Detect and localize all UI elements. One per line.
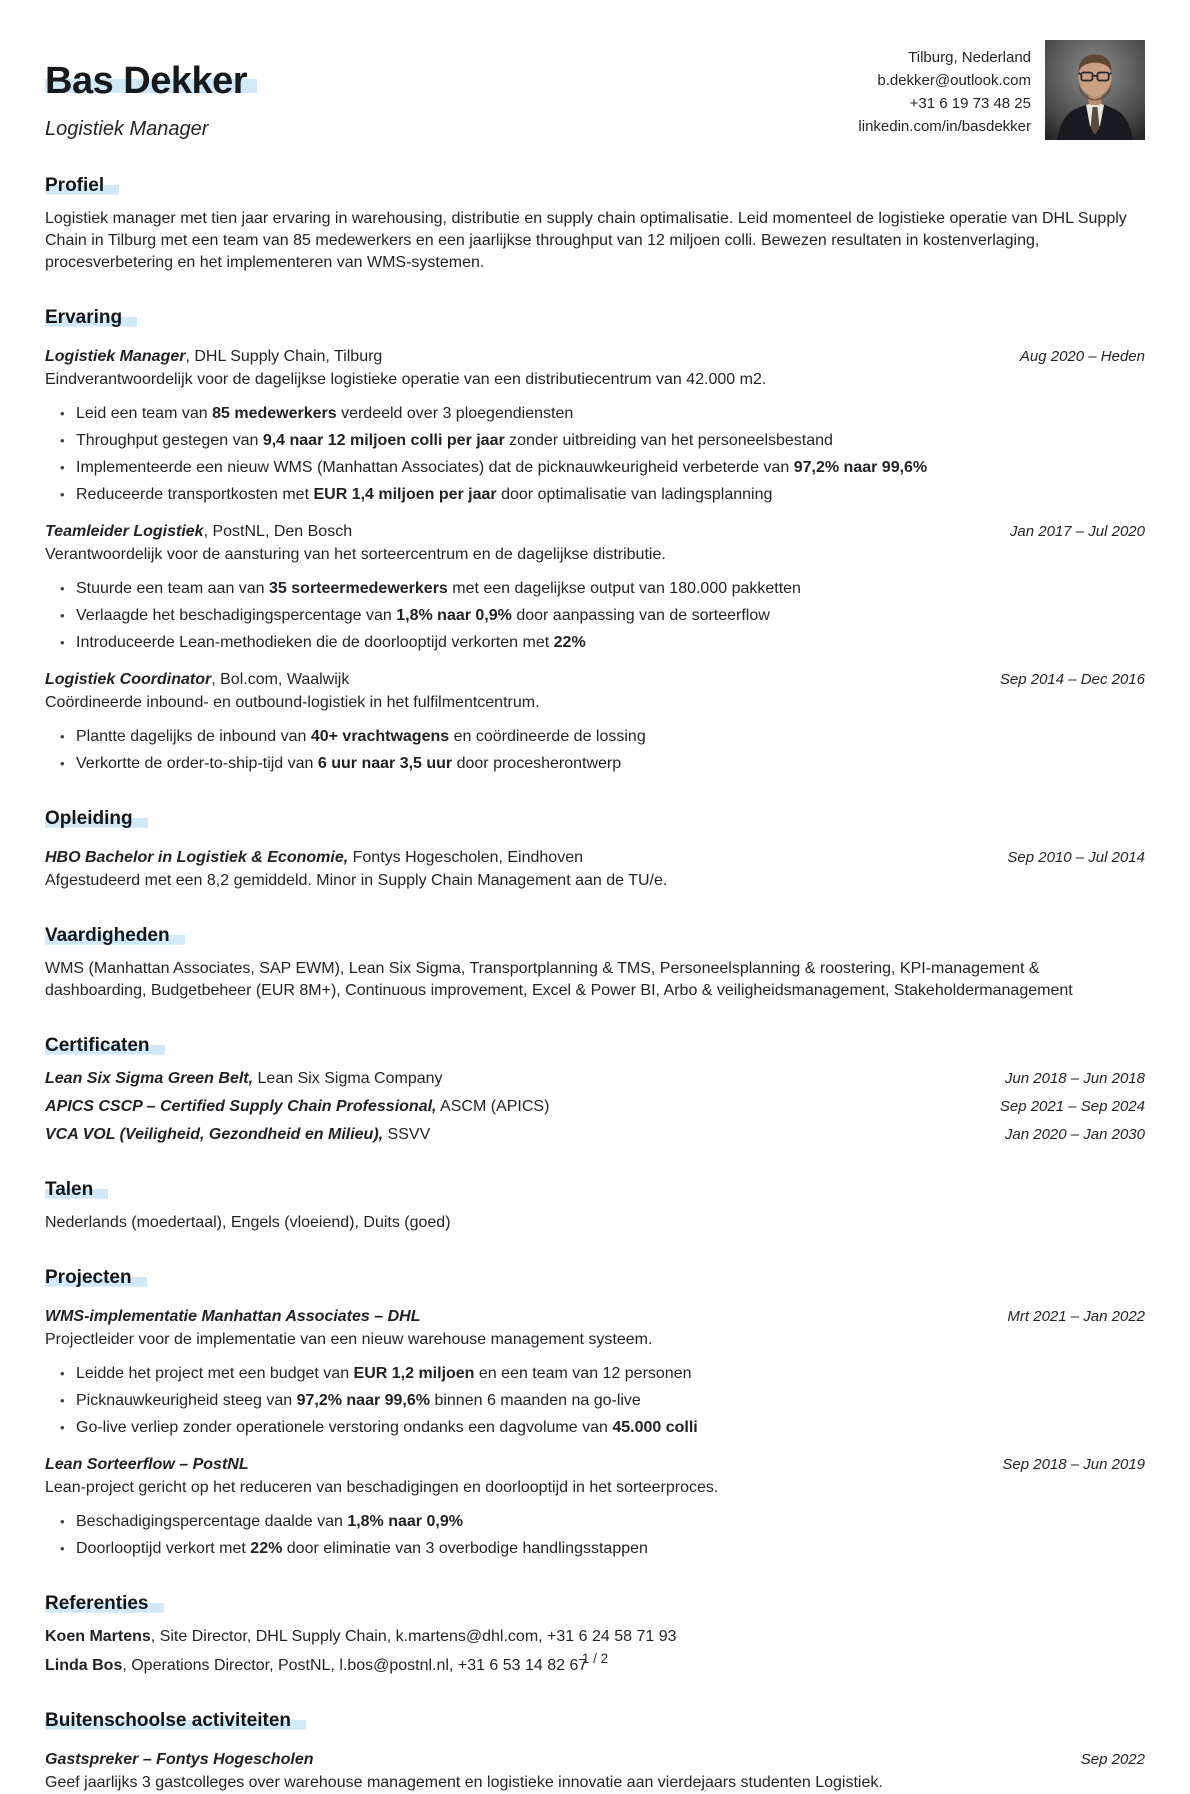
section-heading-opleiding: Opleiding: [45, 806, 1145, 832]
job-date: Jan 2017 – Jul 2020: [1009, 523, 1145, 540]
certificate-entry: [45, 1124, 1145, 1146]
bullet-item: • Implementeerde een nieuw WMS (Manhattan Associates) dat de picknauwkeurigheid verbeterde van 97,2% naar 99,6%: [59, 457, 1145, 479]
contact-email: b.dekker@outlook.com: [877, 72, 1031, 89]
project-title-line: [45, 1306, 420, 1328]
certificate-title-line: [45, 1096, 549, 1118]
activity-entry: [45, 1749, 1145, 1794]
contact-phone: +31 6 19 73 48 25: [909, 95, 1031, 112]
certificate-entry: [45, 1068, 1145, 1090]
reference-entry: [45, 1626, 1145, 1648]
certificate-date: Jun 2018 – Jun 2018: [1004, 1070, 1145, 1087]
job-company: , Bol.com, Waalwijk: [211, 671, 350, 688]
section-heading-talen: Talen: [45, 1177, 1145, 1203]
section-heading-buitenschools: Buitenschoolse activiteiten: [45, 1708, 1145, 1734]
job-title-line: [45, 346, 382, 368]
education-title: HBO Bachelor in Logistiek & Economie,: [45, 849, 349, 866]
bullet-item: • Beschadigingspercentage daalde van 1,8% naar 0,9%: [59, 1511, 1145, 1533]
activity-title: Gastspreker – Fontys Hogescholen: [45, 1751, 314, 1768]
education-description: Afgestudeerd met een 8,2 gemiddeld. Minor in Supply Chain Management aan de TU/e.: [45, 872, 668, 889]
certificate-date: Jan 2020 – Jan 2030: [1004, 1126, 1145, 1143]
job-title-line: [45, 521, 352, 543]
job-company: , DHL Supply Chain, Tilburg: [185, 348, 383, 365]
certificate-issuer: SSVV: [383, 1126, 431, 1143]
job-title: Logistiek Manager: [45, 348, 186, 365]
section-heading-profiel: Profiel: [45, 173, 1145, 199]
section-heading-ervaring: Ervaring: [45, 305, 1145, 331]
project-entry: [45, 1454, 1145, 1560]
project-description: Projectleider voor de implementatie van een nieuw warehouse management systeem.: [45, 1331, 653, 1348]
education-date: Sep 2010 – Jul 2014: [1007, 849, 1145, 866]
certificate-title: Lean Six Sigma Green Belt,: [45, 1070, 254, 1087]
activity-date: Sep 2022: [1080, 1751, 1145, 1768]
job-description: Verantwoordelijk voor de aansturing van het sorteercentrum en de dagelijkse distributie.: [45, 546, 666, 563]
project-title-line: [45, 1454, 249, 1476]
project-description: Lean-project gericht op het reduceren van beschadigingen en doorlooptijd in het sorteerproces.: [45, 1479, 719, 1496]
section-heading-certificaten: Certificaten: [45, 1033, 1145, 1059]
bullet-item: • Verlaagde het beschadigingspercentage van 1,8% naar 0,9% door aanpassing van de sorteerflow: [59, 605, 1145, 627]
person-job-title: Logistiek Manager: [45, 118, 209, 140]
skills-text: WMS (Manhattan Associates, SAP EWM), Lean Six Sigma, Transportplanning & TMS, Personeelsplanning & roostering, KPI-management & dashboarding, Budgetbeheer (EUR 8M+), Continuous improvement, Excel & Power BI, Arbo & veiligheidsmanagement, Stakeholdermanagement: [45, 960, 1073, 999]
job-description: Coördineerde inbound- en outbound-logistiek in het fulfilmentcentrum.: [45, 694, 540, 711]
bullet-item: • Plantte dagelijks de inbound van 40+ vrachtwagens en coördineerde de lossing: [59, 726, 1145, 748]
header: [45, 40, 1145, 142]
certificate-title-line: [45, 1068, 443, 1090]
certificate-issuer: Lean Six Sigma Company: [253, 1070, 443, 1087]
contact-linkedin: linkedin.com/in/basdekker: [858, 118, 1031, 135]
project-date: Mrt 2021 – Jan 2022: [1007, 1308, 1145, 1325]
bullet-item: • Reduceerde transportkosten met EUR 1,4 miljoen per jaar door optimalisatie van ladingsplanning: [59, 484, 1145, 506]
reference-name: Koen Martens: [45, 1628, 151, 1645]
job-entry: [45, 346, 1145, 506]
certificate-date: Sep 2021 – Sep 2024: [999, 1098, 1145, 1115]
profile-text: Logistiek manager met tien jaar ervaring in warehousing, distributie en supply chain optimalisatie. Leid momenteel de logistieke operatie van DHL Supply Chain in Tilburg met een team van 85 medewerkers en een jaarlijkse throughput van 12 miljoen colli. Bewezen resultaten in kostenverlaging, procesverbetering en het implementeren van WMS-systemen.: [45, 210, 1127, 271]
job-entry: [45, 669, 1145, 775]
certificate-title: VCA VOL (Veiligheid, Gezondheid en Milieu),: [45, 1126, 384, 1143]
bullet-item: • Go-live verliep zonder operationele verstoring ondanks een dagvolume van 45.000 colli: [59, 1417, 1145, 1439]
project-title: Lean Sorteerflow – PostNL: [45, 1456, 249, 1473]
bullet-item: • Picknauwkeurigheid steeg van 97,2% naar 99,6% binnen 6 maanden na go-live: [59, 1390, 1145, 1412]
activity-description: Geef jaarlijks 3 gastcolleges over warehouse management en logistieke innovatie aan vierdejaars studenten Logistiek.: [45, 1774, 883, 1791]
header-right: [858, 40, 1145, 140]
project-title: WMS-implementatie Manhattan Associates – DHL: [45, 1308, 421, 1325]
job-date: Sep 2014 – Dec 2016: [999, 671, 1145, 688]
bullet-item: • Verkortte de order-to-ship-tijd van 6 uur naar 3,5 uur door procesherontwerp: [59, 753, 1145, 775]
section-heading-projecten: Projecten: [45, 1265, 1145, 1291]
reference-details: , Operations Director, PostNL, l.bos@postnl.nl, +31 6 53 14 82 67: [122, 1657, 588, 1674]
project-entry: [45, 1306, 1145, 1439]
certificate-title-line: [45, 1124, 430, 1146]
education-school: Fontys Hogescholen, Eindhoven: [348, 849, 583, 866]
bullet-item: • Leidde het project met een budget van EUR 1,2 miljoen en een team van 12 personen: [59, 1363, 1145, 1385]
contact-block: [858, 40, 1031, 138]
job-title: Logistiek Coordinator: [45, 671, 212, 688]
certificate-entry: [45, 1096, 1145, 1118]
job-title: Teamleider Logistiek: [45, 523, 204, 540]
job-description: Eindverantwoordelijk voor de dagelijkse logistieke operatie van een distributiecentrum van 42.000 m2.: [45, 371, 767, 388]
project-date: Sep 2018 – Jun 2019: [1002, 1456, 1145, 1473]
activity-title-line: [45, 1749, 314, 1771]
page-indicator: 1 / 2: [581, 1651, 609, 1666]
bullet-item: • Doorlooptijd verkort met 22% door eliminatie van 3 overbodige handlingsstappen: [59, 1538, 1145, 1560]
section-heading-referenties: Referenties: [45, 1591, 1145, 1617]
bullet-item: • Introduceerde Lean-methodieken die de doorlooptijd verkorten met 22%: [59, 632, 1145, 654]
job-company: , PostNL, Den Bosch: [203, 523, 353, 540]
reference-name: Linda Bos: [45, 1657, 123, 1674]
certificate-title: APICS CSCP – Certified Supply Chain Professional,: [45, 1098, 437, 1115]
bullet-item: • Leid een team van 85 medewerkers verdeeld over 3 ploegendiensten: [59, 403, 1145, 425]
reference-details: , Site Director, DHL Supply Chain, k.martens@dhl.com, +31 6 24 58 71 93: [150, 1628, 677, 1645]
job-entry: [45, 521, 1145, 654]
contact-location: Tilburg, Nederland: [908, 49, 1031, 66]
languages-text: Nederlands (moedertaal), Engels (vloeiend), Duits (goed): [45, 1214, 451, 1231]
bullet-item: • Throughput gestegen van 9,4 naar 12 miljoen colli per jaar zonder uitbreiding van het personeelsbestand: [59, 430, 1145, 452]
education-entry: [45, 847, 1145, 892]
name-block: [45, 40, 257, 142]
portrait-photo: [1045, 40, 1145, 140]
project-bullets: [59, 1511, 1145, 1560]
job-title-line: [45, 669, 349, 691]
project-bullets: [59, 1363, 1145, 1439]
job-bullets: [59, 403, 1145, 506]
person-name: Bas Dekker: [45, 60, 257, 102]
job-bullets: [59, 578, 1145, 654]
certificate-issuer: ASCM (APICS): [436, 1098, 550, 1115]
job-date: Aug 2020 – Heden: [1019, 348, 1145, 365]
job-bullets: [59, 726, 1145, 775]
section-heading-vaardigheden: Vaardigheden: [45, 923, 1145, 949]
education-title-line: [45, 847, 583, 869]
bullet-item: • Stuurde een team aan van 35 sorteermedewerkers met een dagelijkse output van 180.000 pakketten: [59, 578, 1145, 600]
